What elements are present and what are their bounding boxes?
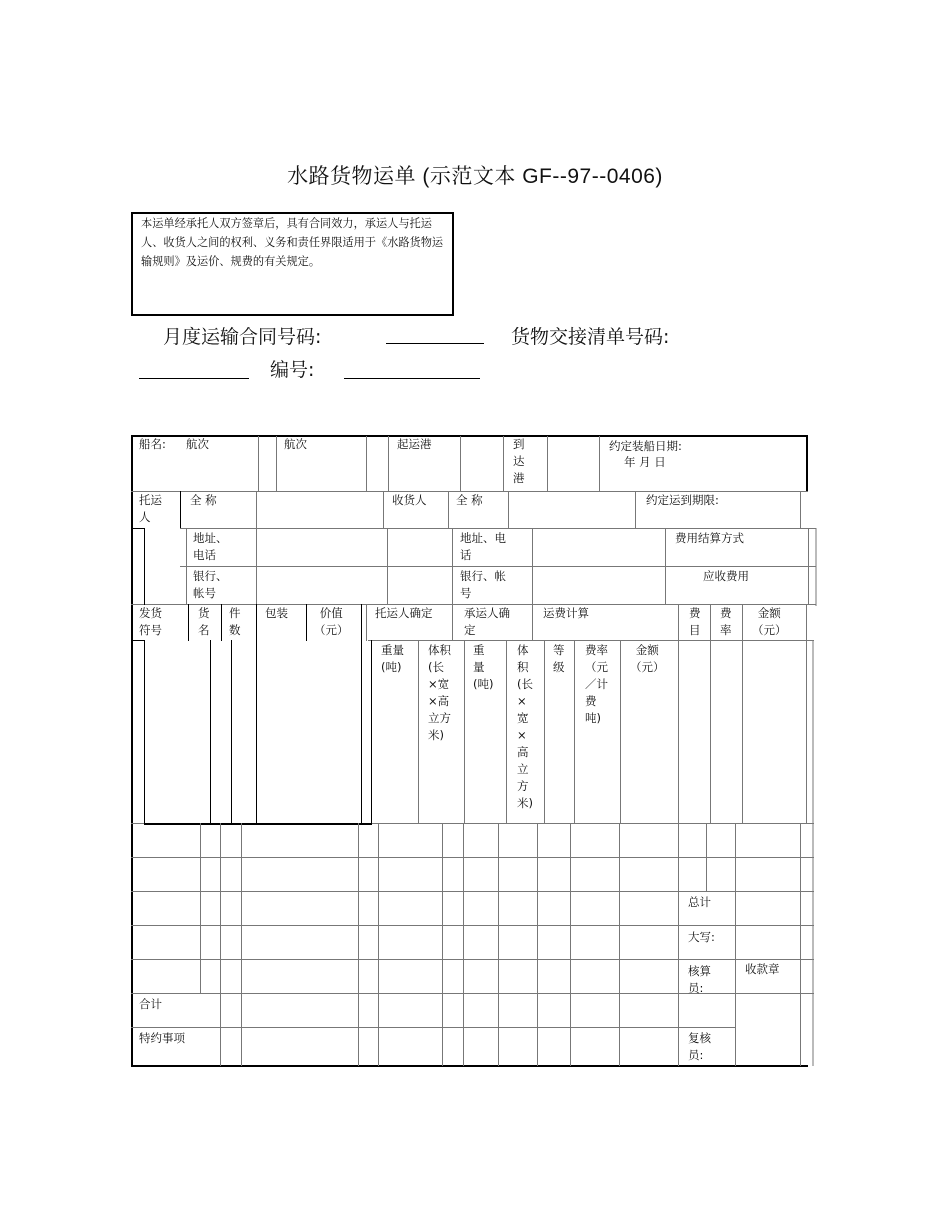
fee-item-header: 费 目 [689, 606, 701, 637]
notice-box [131, 212, 454, 316]
shipper-volume-header: 体积 (长 ×宽 ×高 立方 米) [428, 643, 451, 742]
carrier-weight-header: 重 量 (吨) [473, 643, 494, 691]
grade-header: 等 级 [553, 643, 565, 674]
consignee-label: 收货人 [392, 493, 427, 507]
departure-port-label: 起运港 [397, 437, 432, 451]
consignee-full-name-label: 全 称 [456, 493, 483, 507]
shipper-label: 托运 人 [139, 493, 162, 524]
fee-rate-header: 费 率 [720, 606, 732, 637]
number-field[interactable] [344, 378, 480, 379]
grand-total-label: 总计 [688, 895, 711, 909]
special-terms-label: 特约事项 [139, 1031, 185, 1045]
loading-date-label: 约定装船日期: [609, 439, 682, 453]
pieces-header: 件 数 [229, 606, 241, 637]
ship-name-label: 船名: [139, 437, 166, 451]
value-header: 价值 （元） [314, 606, 349, 637]
subtotal-label: 合计 [139, 997, 162, 1011]
handover-list-label: 货物交接清单号码: [511, 326, 670, 348]
document-title: 水路货物运单 (示范文本 GF--97--0406) [287, 165, 663, 188]
shipper-bank-account-label: 银行、 帐号 [193, 569, 228, 600]
packing-header: 包装 [265, 606, 288, 620]
consignee-address-phone-label: 地址、电 话 [460, 531, 506, 562]
shipper-address-phone-label: 地址、 电话 [193, 531, 228, 562]
contract-number-field[interactable] [386, 343, 484, 344]
receipt-seal-label: 收款章 [745, 962, 780, 976]
receivable-fees-label: 应收费用 [703, 569, 749, 583]
handover-list-field[interactable] [139, 378, 249, 379]
voyage-label-2: 航次 [284, 437, 307, 451]
shipper-confirm-header: 托运人确定 [375, 606, 433, 620]
rate-header: 费率 （元 ／计 费 吨) [585, 643, 608, 725]
voyage-label-1: 航次 [186, 437, 209, 451]
fee-amount-header: 金额 （元） [752, 606, 787, 637]
accountant-label: 核算 员: [688, 964, 711, 995]
carrier-confirm-header: 承运人确 定 [464, 606, 510, 637]
shipper-full-name-label: 全 称 [190, 493, 217, 507]
shipper-weight-header: 重量 (吨) [381, 643, 404, 674]
reviewer-label: 复核 员: [688, 1031, 711, 1062]
shipping-marks-header: 发货 符号 [139, 606, 162, 637]
arrival-port-label: 到 达 港 [513, 437, 525, 485]
freight-calculation-header: 运费计算 [543, 606, 589, 620]
amount-in-words-label: 大写: [688, 930, 715, 944]
loading-date-ymd: 年 月 日 [624, 455, 666, 469]
consignee-bank-account-label: 银行、帐 号 [460, 569, 506, 600]
goods-name-header: 货 名 [198, 606, 210, 637]
notice-text: 本运单经承托人双方签章后，具有合同效力，承运人与托运人、收货人之间的权利、义务和责任界限适用于《水路货物运输规则》及运价、规费的有关规定。 [141, 217, 444, 268]
settlement-method-label: 费用结算方式 [675, 531, 744, 545]
arrival-deadline-label: 约定运到期限: [646, 493, 719, 507]
freight-amount-header: 金额 （元） [630, 643, 665, 674]
contract-number-label: 月度运输合同号码: [163, 326, 322, 348]
number-label: 编号: [270, 359, 315, 381]
carrier-volume-header: 体 积 (长 × 宽 × 高 立 方 米) [517, 643, 533, 810]
